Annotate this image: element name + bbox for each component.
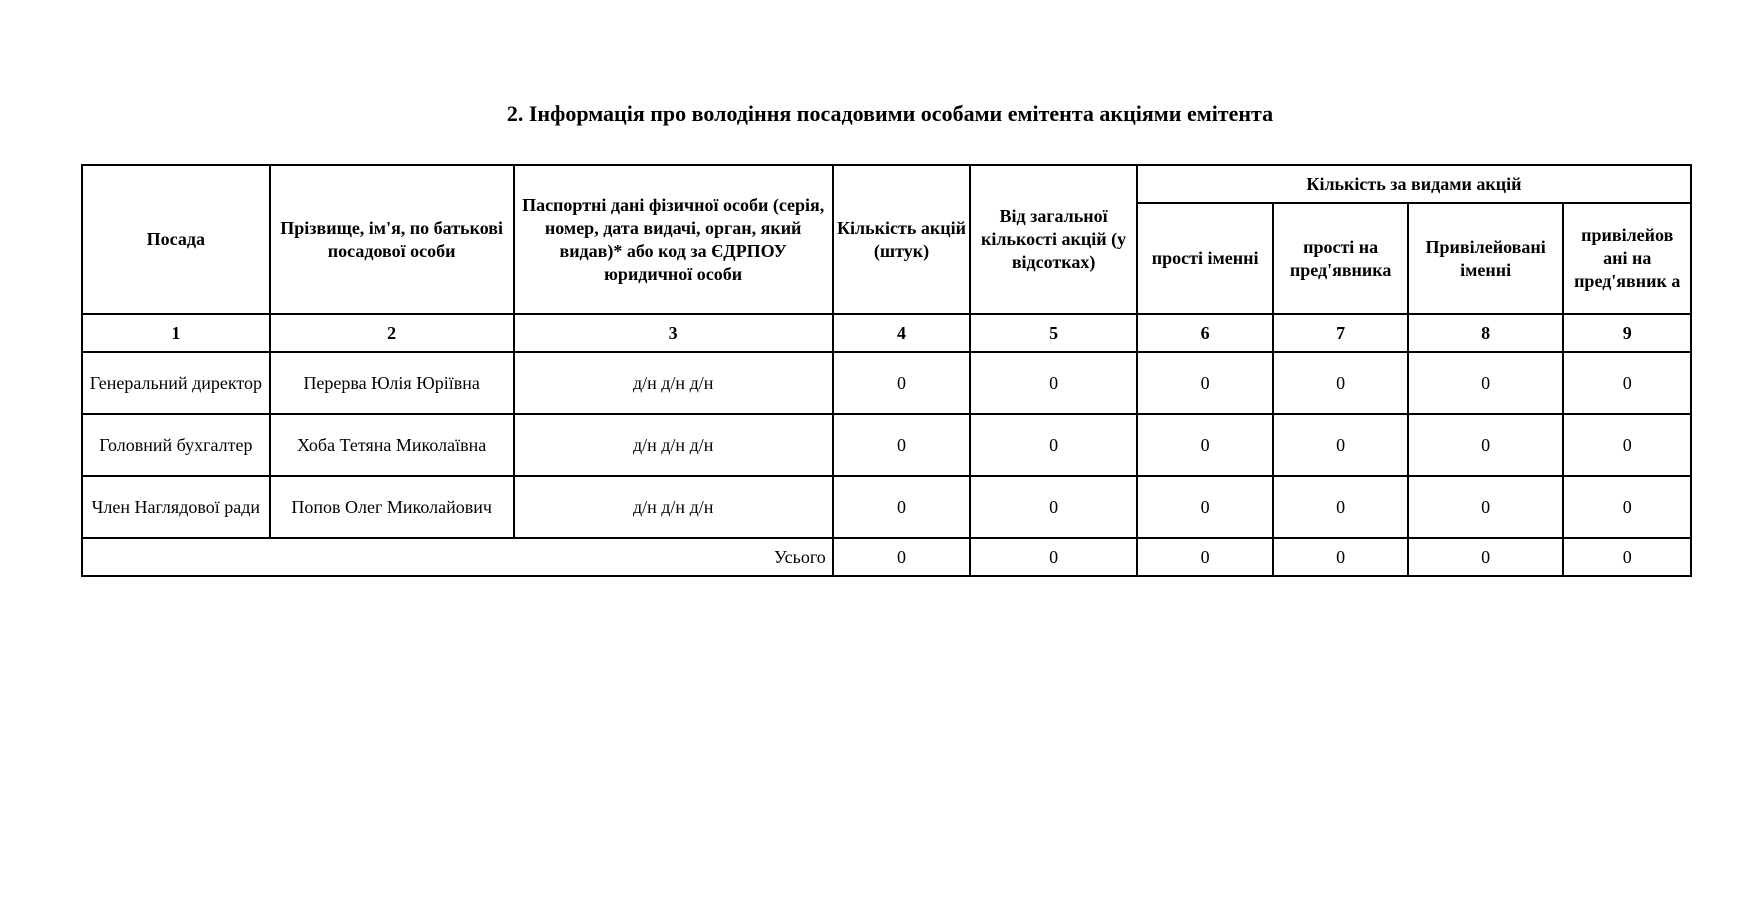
- header-full-name: Прізвище, ім'я, по батькові посадової особи: [270, 165, 514, 314]
- cell-simple-registered: 0: [1137, 476, 1274, 538]
- table-row: [82, 352, 1691, 414]
- total-shares-percent: 0: [970, 538, 1137, 576]
- cell-shares-count: 0: [833, 352, 971, 414]
- header-simple-bearer: прості на пред'явника: [1273, 203, 1408, 314]
- page-title: 2. Інформація про володіння посадовими особами емітента акціями емітента: [506, 101, 1274, 126]
- cell-simple-bearer: 0: [1273, 414, 1408, 476]
- cell-shares-count: 0: [833, 476, 971, 538]
- column-number: 7: [1273, 314, 1408, 352]
- cell-shares-count: 0: [833, 414, 971, 476]
- column-number: 8: [1408, 314, 1564, 352]
- header-preferred-registered: Привілейовані іменні: [1408, 203, 1564, 314]
- cell-simple-registered: 0: [1137, 414, 1274, 476]
- table-row: [82, 414, 1691, 476]
- header-shares-count: Кількість акцій (штук): [833, 165, 971, 314]
- cell-simple-registered: 0: [1137, 352, 1274, 414]
- cell-position: Член Наглядової ради: [82, 476, 270, 538]
- cell-name: Хоба Тетяна Миколаївна: [270, 414, 514, 476]
- column-number: 4: [833, 314, 971, 352]
- cell-preferred-bearer: 0: [1563, 476, 1691, 538]
- total-simple-registered: 0: [1137, 538, 1274, 576]
- total-simple-bearer: 0: [1273, 538, 1408, 576]
- header-row: [82, 165, 1691, 203]
- cell-position: Генеральний директор: [82, 352, 270, 414]
- cell-name: Перерва Юлія Юріївна: [270, 352, 514, 414]
- column-number: 1: [82, 314, 270, 352]
- cell-passport: д/н д/н д/н: [514, 414, 833, 476]
- column-number: 3: [514, 314, 833, 352]
- total-preferred-registered: 0: [1408, 538, 1564, 576]
- table-row: [82, 476, 1691, 538]
- column-number: 5: [970, 314, 1137, 352]
- header-passport: Паспортні дані фізичної особи (серія, номер, дата видачі, орган, який видав)* або код за ЄДРПОУ юридичної особи: [514, 165, 833, 314]
- cell-simple-bearer: 0: [1273, 352, 1408, 414]
- header-simple-registered: прості іменні: [1137, 203, 1274, 314]
- header-by-type-group: Кількість за видами акцій: [1137, 165, 1691, 203]
- cell-preferred-bearer: 0: [1563, 352, 1691, 414]
- total-shares-count: 0: [833, 538, 971, 576]
- column-number: 6: [1137, 314, 1274, 352]
- holdings-table: [81, 164, 1692, 577]
- column-number: 2: [270, 314, 514, 352]
- cell-preferred-bearer: 0: [1563, 414, 1691, 476]
- cell-shares-percent: 0: [970, 414, 1137, 476]
- cell-passport: д/н д/н д/н: [514, 352, 833, 414]
- header-position: Посада: [82, 165, 270, 314]
- column-number: 9: [1563, 314, 1691, 352]
- cell-preferred-registered: 0: [1408, 352, 1564, 414]
- cell-preferred-registered: 0: [1408, 414, 1564, 476]
- cell-shares-percent: 0: [970, 352, 1137, 414]
- header-shares-percent: Від загальної кількості акцій (у відсотках): [970, 165, 1137, 314]
- column-number-row: [82, 314, 1691, 352]
- cell-passport: д/н д/н д/н: [514, 476, 833, 538]
- cell-position: Головний бухгалтер: [82, 414, 270, 476]
- cell-shares-percent: 0: [970, 476, 1137, 538]
- cell-preferred-registered: 0: [1408, 476, 1564, 538]
- total-label: Усього: [82, 538, 833, 576]
- total-preferred-bearer: 0: [1563, 538, 1691, 576]
- header-preferred-bearer: привілейов ані на пред'явник а: [1563, 203, 1691, 314]
- total-row: [82, 538, 1691, 576]
- cell-name: Попов Олег Миколайович: [270, 476, 514, 538]
- cell-simple-bearer: 0: [1273, 476, 1408, 538]
